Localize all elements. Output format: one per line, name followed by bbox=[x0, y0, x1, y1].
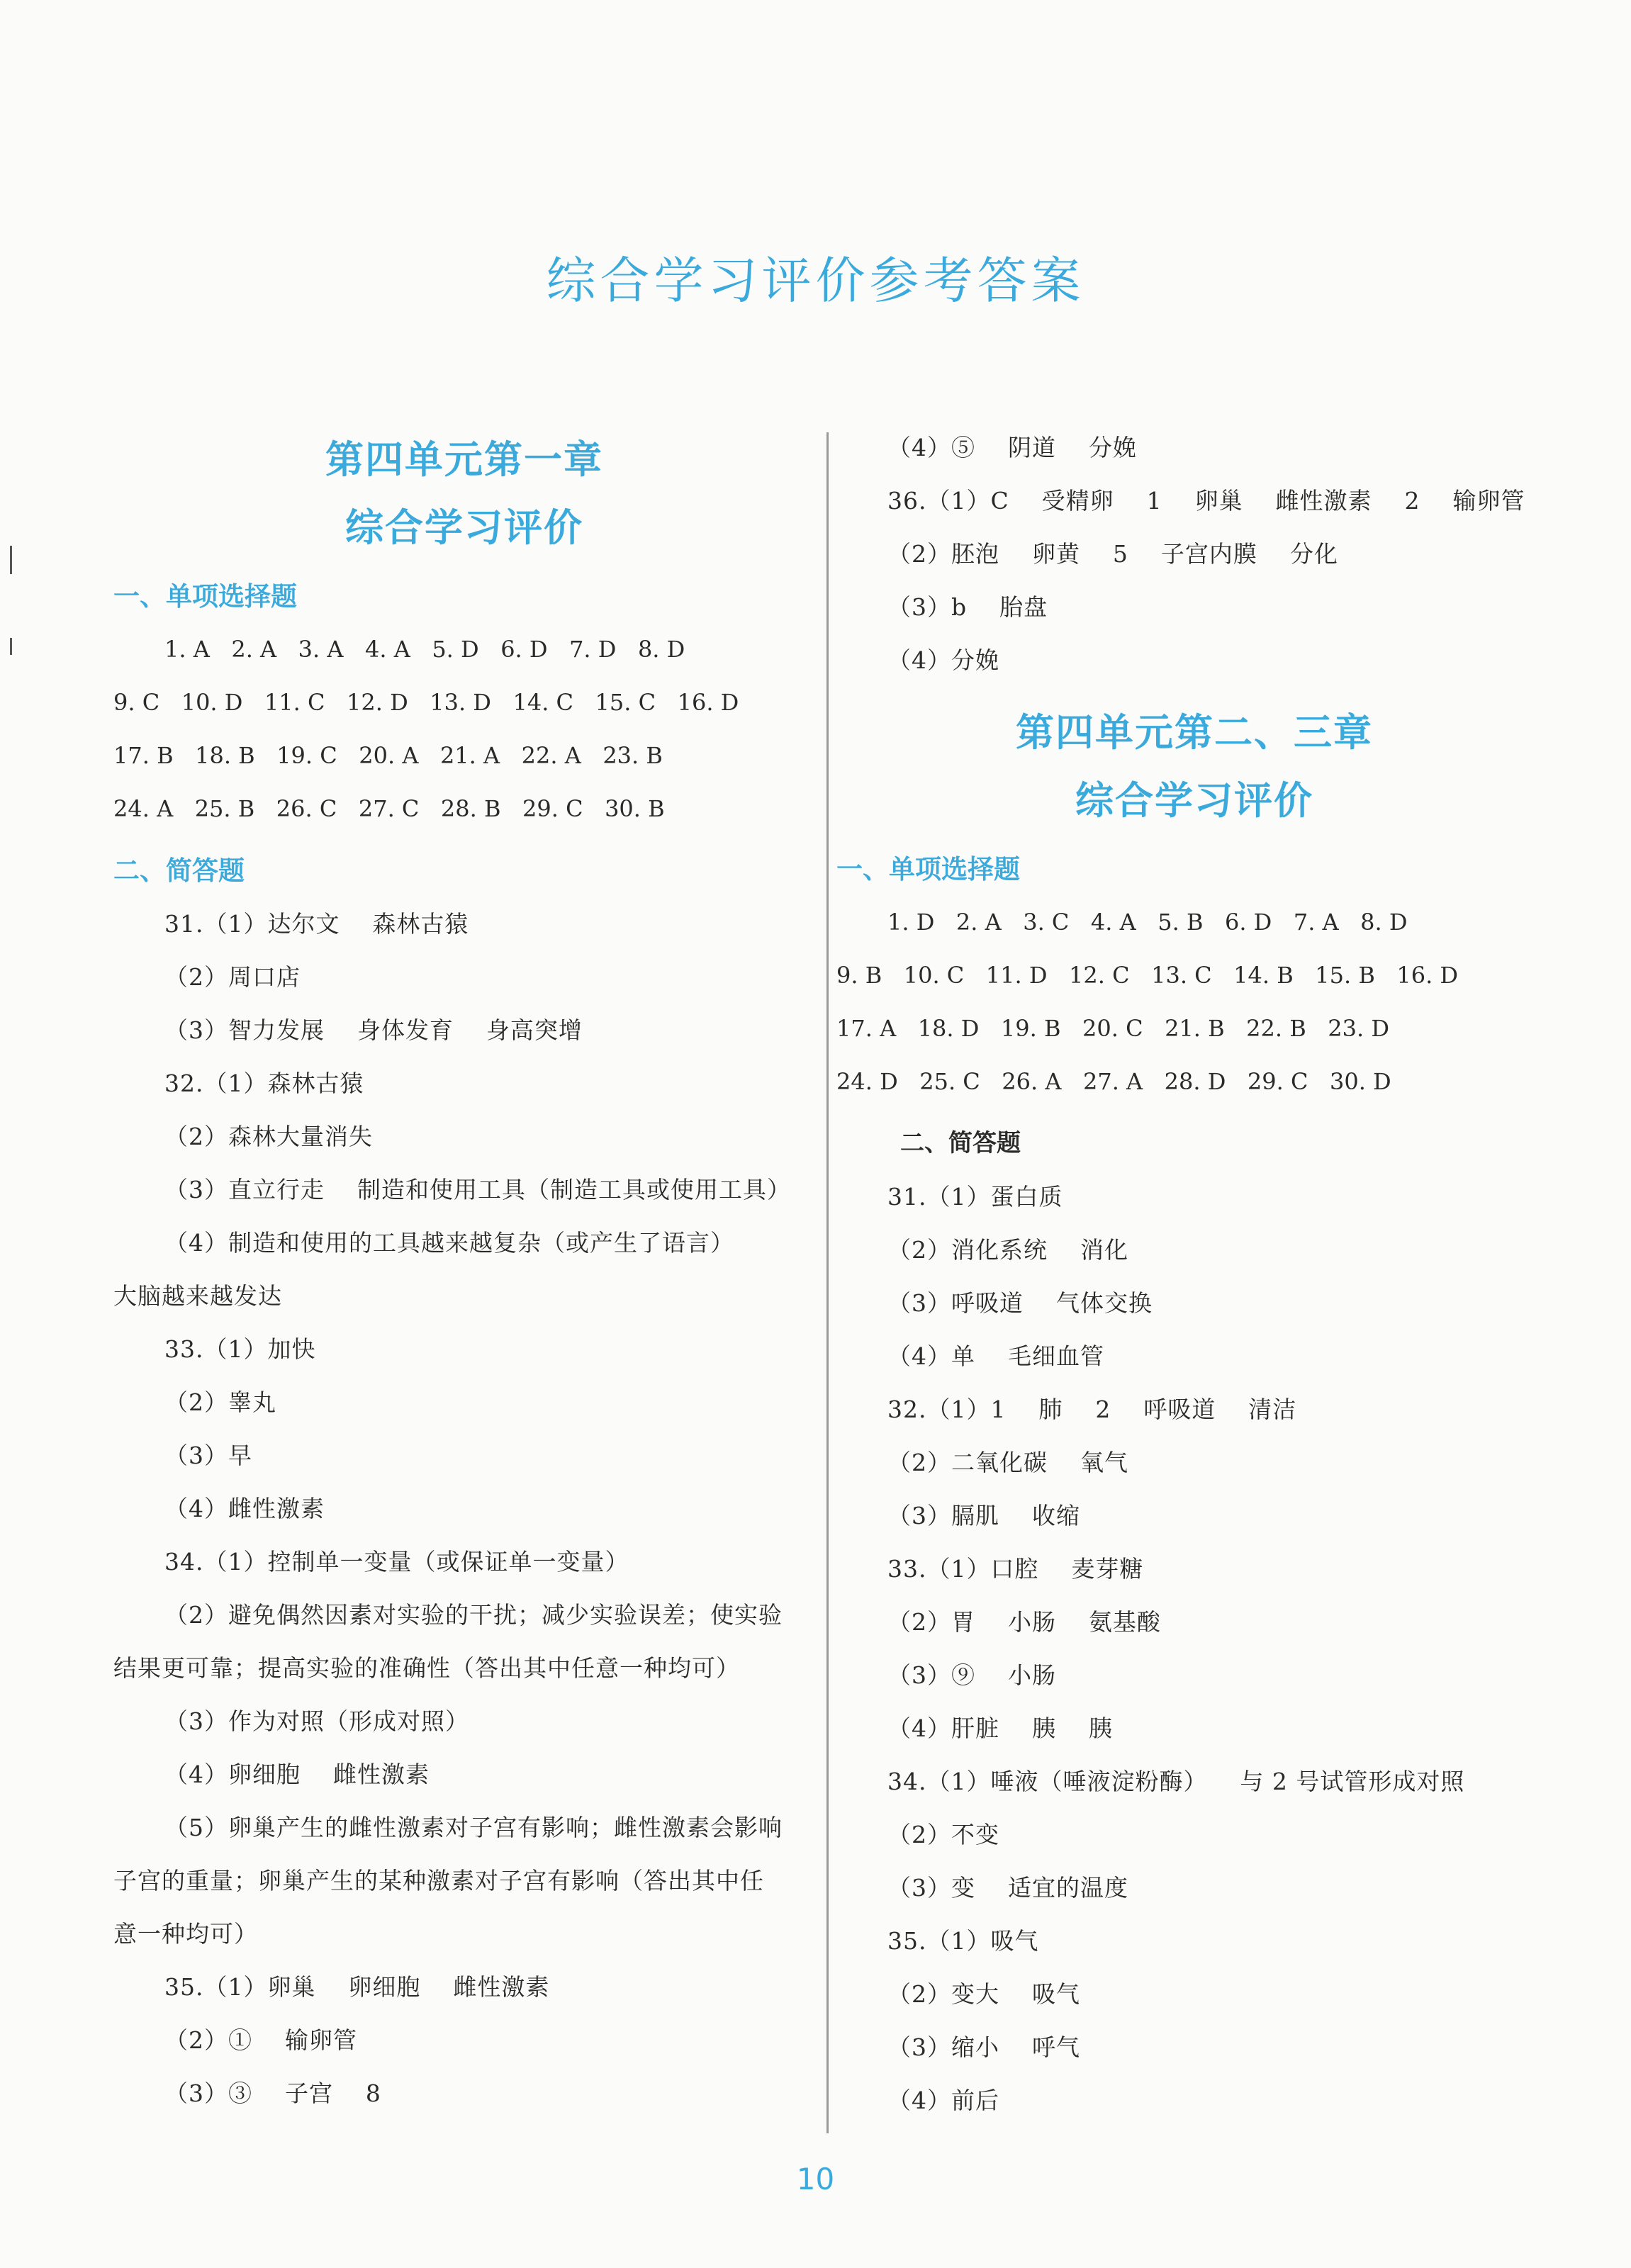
answer-line: 33.（1）加快 bbox=[164, 1335, 316, 1363]
answer-line: 子宫的重量；卵巢产生的某种激素对子宫有影响（答出其中任 bbox=[113, 1867, 764, 1894]
answer-line: 31.（1）达尔文 森林古猿 bbox=[164, 910, 469, 938]
answer-line: 35.（1）吸气 bbox=[887, 1927, 1039, 1955]
answer-line: （2）变大 吸气 bbox=[887, 1980, 1080, 2008]
answer-line: 32.（1）1 肺 2 呼吸道 清洁 bbox=[887, 1396, 1297, 1423]
scan-edge-mark bbox=[10, 638, 12, 655]
choice-answers bbox=[836, 896, 1552, 1108]
choice-answers bbox=[113, 623, 815, 836]
answer-line: （4）⑤ 阴道 分娩 bbox=[887, 434, 1137, 461]
heading-short-answer: 二、简答题 bbox=[900, 1129, 1021, 1157]
choice-row: 17. B 18. B 19. C 20. A 21. A 22. A 23. B bbox=[113, 742, 663, 769]
answer-line: 32.（1）森林古猿 bbox=[164, 1070, 364, 1097]
answer-line: 35.（1）卵巢 卵细胞 雌性激素 bbox=[164, 1973, 550, 2001]
answer-line: （2）消化系统 消化 bbox=[887, 1236, 1128, 1264]
answer-line: （3）③ 子宫 8 bbox=[164, 2079, 381, 2107]
answer-line: 意一种均可） bbox=[113, 1920, 258, 1948]
section-subtitle: 综合学习评价 bbox=[345, 505, 583, 550]
answer-line: （5）卵巢产生的雌性激素对子宫有影响；雌性激素会影响 bbox=[164, 1814, 783, 1841]
answer-line: （2）不变 bbox=[887, 1821, 999, 1848]
page-title: 综合学习评价参考答案 bbox=[546, 252, 1085, 310]
answer-line: 36.（1）C 受精卵 1 卵巢 雌性激素 2 输卵管 bbox=[887, 487, 1525, 515]
answer-line: （2）避免偶然因素对实验的干扰；减少实验误差；使实验 bbox=[164, 1601, 783, 1629]
section-subtitle: 综合学习评价 bbox=[1075, 777, 1313, 823]
right-column bbox=[836, 421, 1552, 2127]
answer-line: 34.（1）唾液（唾液淀粉酶） 与 2 号试管形成对照 bbox=[887, 1768, 1465, 1795]
answer-line: （2）胚泡 卵黄 5 子宫内膜 分化 bbox=[887, 540, 1338, 568]
choice-row: 24. A 25. B 26. C 27. C 28. B 29. C 30. B bbox=[113, 795, 665, 822]
choice-row: 1. A 2. A 3. A 4. A 5. D 6. D 7. D 8. D bbox=[164, 636, 685, 663]
answer-line: （3）早 bbox=[164, 1442, 252, 1469]
left-column bbox=[113, 425, 815, 2120]
short-answer-list bbox=[836, 1170, 1552, 2127]
answer-line: （3）直立行走 制造和使用工具（制造工具或使用工具） bbox=[164, 1176, 791, 1203]
answer-line: （4）肝脏 胰 胰 bbox=[887, 1714, 1113, 1742]
section-title: 第四单元第一章 bbox=[325, 437, 603, 482]
choice-row: 17. A 18. D 19. B 20. C 21. B 22. B 23. D bbox=[836, 1015, 1389, 1042]
choice-row: 9. B 10. C 11. D 12. C 13. C 14. B 15. B 16. D bbox=[836, 962, 1459, 989]
answer-line: （4）卵细胞 雌性激素 bbox=[164, 1761, 430, 1788]
answer-line: （2）① 输卵管 bbox=[164, 2026, 357, 2054]
heading-short-answer: 二、简答题 bbox=[113, 855, 245, 886]
heading-single-choice: 一、单项选择题 bbox=[113, 581, 297, 612]
answer-line: （4）分娩 bbox=[887, 646, 999, 674]
answer-line: 31.（1）蛋白质 bbox=[887, 1183, 1063, 1211]
page-number: 10 bbox=[796, 2162, 835, 2196]
answer-line: （2）胃 小肠 氨基酸 bbox=[887, 1608, 1161, 1636]
answer-line: 33.（1）口腔 麦芽糖 bbox=[887, 1555, 1144, 1583]
answer-line: （3）⑨ 小肠 bbox=[887, 1661, 1056, 1689]
choice-row: 1. D 2. A 3. C 4. A 5. B 6. D 7. A 8. D bbox=[887, 909, 1408, 936]
answer-line: （3）膈肌 收缩 bbox=[887, 1502, 1080, 1529]
answer-line: （3）呼吸道 气体交换 bbox=[887, 1289, 1153, 1317]
column-divider bbox=[826, 432, 829, 2133]
answer-line: 结果更可靠；提高实验的准确性（答出其中任意一种均可） bbox=[113, 1654, 740, 1682]
answer-line: （4）前后 bbox=[887, 2087, 999, 2114]
answer-line: 34.（1）控制单一变量（或保证单一变量） bbox=[164, 1548, 629, 1576]
answer-line: （2）二氧化碳 氧气 bbox=[887, 1449, 1128, 1476]
heading-single-choice: 一、单项选择题 bbox=[836, 854, 1020, 885]
answer-line: （2）森林大量消失 bbox=[164, 1123, 373, 1150]
scan-edge-mark bbox=[10, 546, 12, 574]
answer-line: （4）雌性激素 bbox=[164, 1495, 325, 1522]
answer-line: （2）睾丸 bbox=[164, 1388, 276, 1416]
section-title: 第四单元第二、三章 bbox=[1016, 709, 1373, 755]
choice-row: 24. D 25. C 26. A 27. A 28. D 29. C 30. D bbox=[836, 1068, 1391, 1095]
choice-row: 9. C 10. D 11. C 12. D 13. D 14. C 15. C 16. D bbox=[113, 689, 739, 716]
answer-line: （3）智力发展 身体发育 身高突增 bbox=[164, 1016, 583, 1044]
answer-line: （3）缩小 呼气 bbox=[887, 2033, 1080, 2061]
answer-line: （4）制造和使用的工具越来越复杂（或产生了语言） bbox=[164, 1229, 734, 1257]
answer-line: （3）变 适宜的温度 bbox=[887, 1874, 1128, 1902]
answer-line: （3）b 胎盘 bbox=[887, 593, 1048, 621]
short-answer-list bbox=[113, 897, 815, 2120]
answer-line: 大脑越来越发达 bbox=[113, 1282, 282, 1310]
answer-line: （2）周口店 bbox=[164, 963, 301, 991]
continued-answers bbox=[836, 421, 1552, 687]
answer-line: （3）作为对照（形成对照） bbox=[164, 1707, 469, 1735]
answer-line: （4）单 毛细血管 bbox=[887, 1342, 1104, 1370]
